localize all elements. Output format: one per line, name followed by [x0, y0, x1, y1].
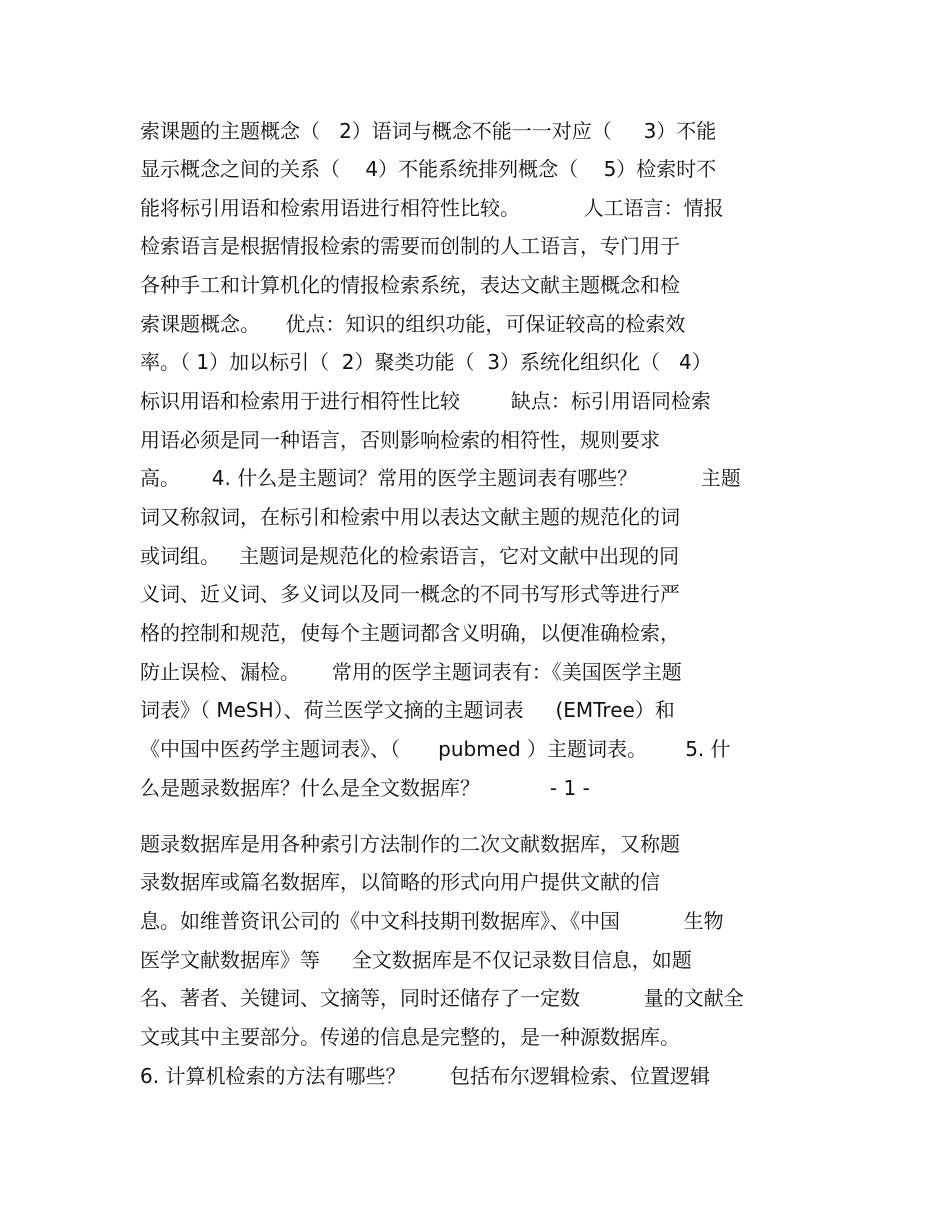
text-line: 录数据库或篇名数据库，以简略的形式向用户提供文献的信	[140, 870, 660, 894]
text-line: 义词、近义词、多义词以及同一概念的不同书写形式等进行严	[140, 582, 680, 606]
text-line: 词又称叙词，在标引和检索中用以表达文献主题的规范化的词	[140, 505, 680, 529]
text-line: 《中国中医药学主题词表》、（ pubmed ）主题词表。 5. 什	[140, 737, 731, 761]
text-line: 能将标引用语和检索用语进行相符性比较。 人工语言：情报	[140, 196, 724, 220]
text-line: 文或其中主要部分。传递的信息是完整的，是一种源数据库。	[140, 1025, 680, 1049]
text-line: 词表》（ MeSH）、荷兰医学文摘的主题词表 (EMTree）和	[140, 698, 675, 722]
text-line: 索课题概念。 优点：知识的组织功能，可保证较高的检索效	[140, 312, 686, 336]
text-line: 格的控制和规范，使每个主题词都含义明确，以便准确检索，	[140, 621, 680, 645]
text-line-with-page-number: 么是题录数据库？什么是全文数据库？ - 1 -	[140, 776, 590, 800]
text-line: 索课题的主题概念（ 2）语词与概念不能一一对应（ 3）不能	[140, 119, 717, 143]
text-line: 医学文献数据库》等 全文数据库是不仅记录数目信息，如题	[140, 948, 692, 972]
text-line: 率。（ 1）加以标引（ 2）聚类功能（ 3）系统化组织化（ 4）	[140, 350, 712, 374]
text-line: 息。如维普资讯公司的《中文科技期刊数据库》、《中国 生物	[140, 909, 724, 933]
text-line: 题录数据库是用各种索引方法制作的二次文献数据库，又称题	[140, 832, 680, 856]
text-line: 名、著者、关键词、文摘等，同时还储存了一定数 量的文献全	[140, 986, 744, 1010]
text-line: 或词组。 主题词是规范化的检索语言，它对文献中出现的同	[140, 544, 680, 568]
text-line: 检索语言是根据情报检索的需要而创制的人工语言，专门用于	[140, 234, 680, 258]
text-line: 用语必须是同一种语言，否则影响检索的相符性，规则要求	[140, 428, 660, 452]
text-line: 防止误检、漏检。 常用的医学主题词表有：《美国医学主题	[140, 660, 682, 684]
text-line: 标识用语和检索用于进行相符性比较 缺点：标引用语同检索	[140, 389, 711, 413]
text-line: 各种手工和计算机化的情报检索系统，表达文献主题概念和检	[140, 273, 680, 297]
text-line: 高。 4. 什么是主题词？常用的医学主题词表有哪些？ 主题	[140, 466, 741, 490]
text-line: 显示概念之间的关系（ 4）不能系统排列概念（ 5）检索时不	[140, 157, 717, 181]
text-line: 6. 计算机检索的方法有哪些？ 包括布尔逻辑检索、位置逻辑	[140, 1064, 710, 1088]
